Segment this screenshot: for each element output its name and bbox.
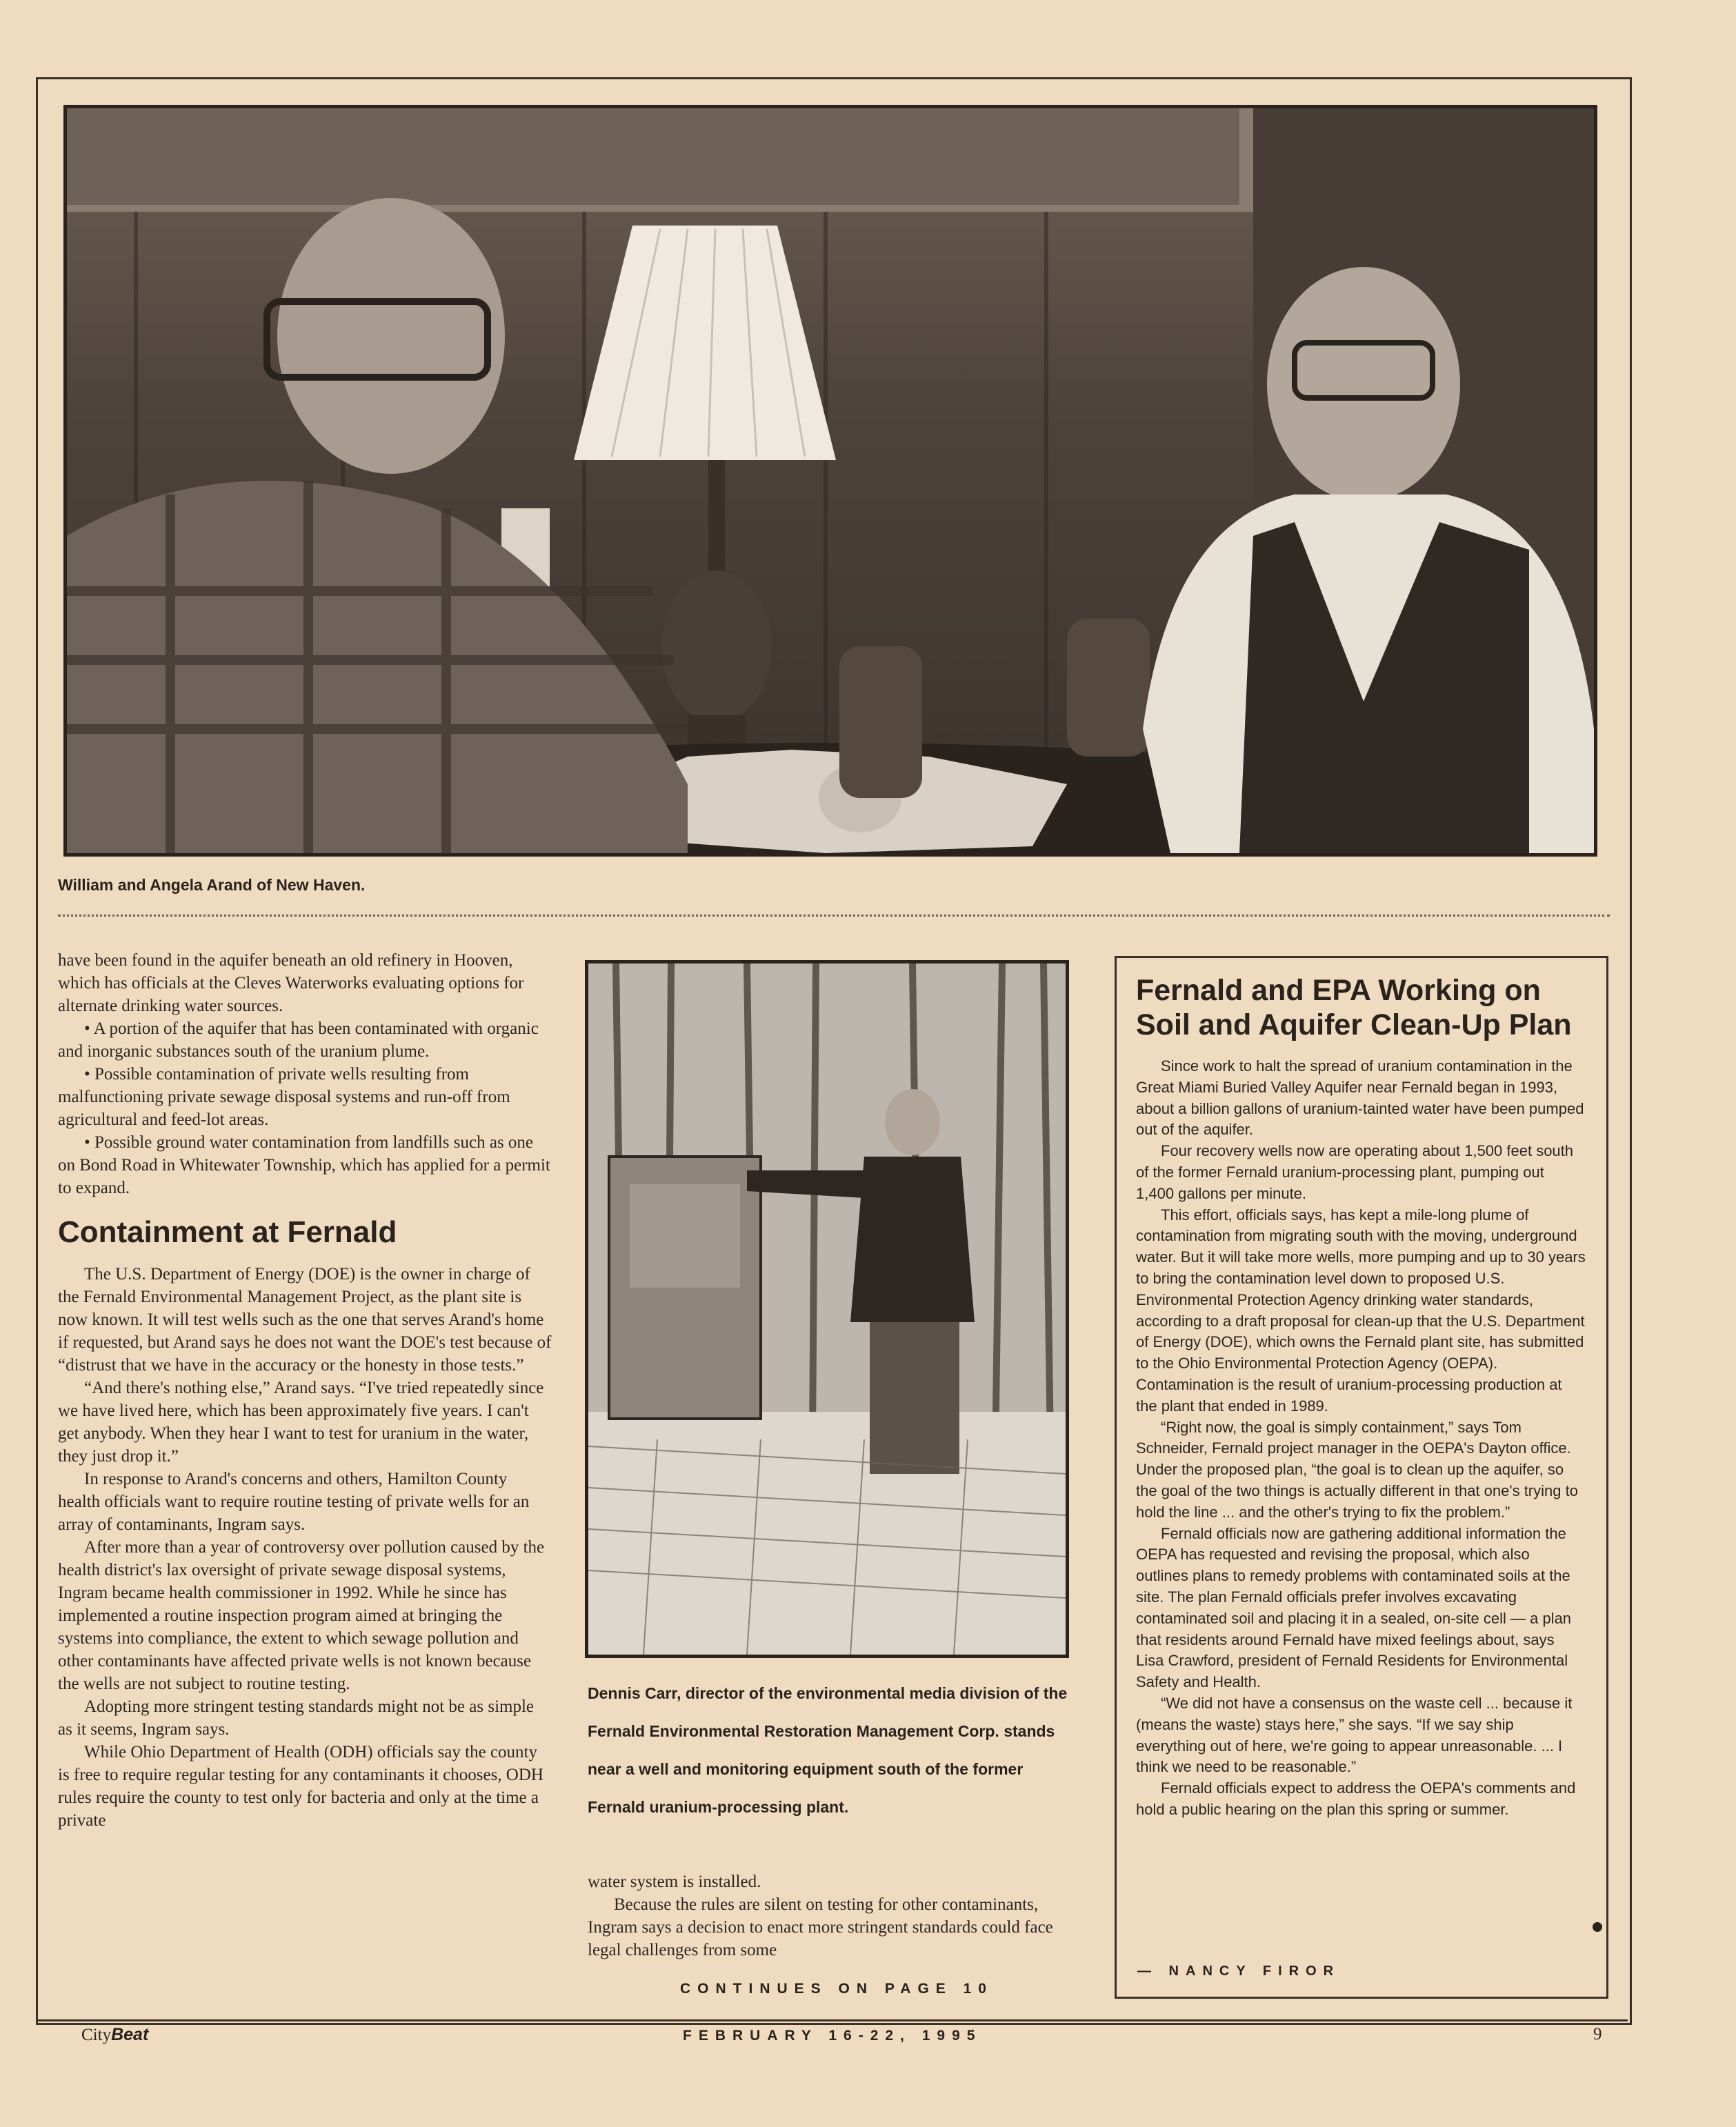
paragraph: In response to Arand's concerns and others, Hamilton County health officials want to require routine testing of private wells for an array of contaminants, Ingram says. bbox=[58, 1470, 530, 1534]
end-mark-icon bbox=[1593, 1922, 1602, 1932]
continues-notice: CONTINUES ON PAGE 10 bbox=[680, 1981, 993, 1997]
bullet-item: • Possible contamination of private wells resulting from malfunctioning private sewage disposal systems and run-off from agricultural and feed-lot areas. bbox=[58, 1065, 510, 1129]
publication-logo bbox=[81, 2025, 148, 2045]
photo-arands bbox=[63, 105, 1597, 857]
sidebar-body bbox=[1136, 1056, 1586, 1821]
paragraph: “And there's nothing else,” Arand says. “I've tried repeatedly since we have lived here, which has been approximately five years. I can't get anybody. When they hear I want to test for uranium in the water, they just drop it.” bbox=[58, 1379, 544, 1466]
sidebar-box bbox=[1115, 956, 1608, 1999]
bullet-item: • A portion of the aquifer that has been contaminated with organic and inorganic substances south of the uranium plume. bbox=[58, 1019, 539, 1061]
paragraph: “Right now, the goal is simply containment,” says Tom Schneider, Fernald project manager in the OEPA's Dayton office. Under the proposed plan, “the goal is to clean up the aquifer, so the goal of the two things is actually different in that one's trying to hold the line ... and the other's trying to fix the problem.” bbox=[1136, 1418, 1578, 1521]
byline: — NANCY FIROR bbox=[1137, 1964, 1341, 1979]
section-heading: Containment at Fernald bbox=[58, 1215, 397, 1249]
photo-arands-illustration bbox=[67, 108, 1594, 853]
logo-prefix: City bbox=[81, 2026, 112, 2044]
middle-column bbox=[588, 1870, 1075, 1961]
issue-date: FEBRUARY 16-22, 1995 bbox=[683, 2028, 982, 2044]
paragraph: This effort, officials says, has kept a mile-long plume of contamination from migrating south with the moving, underground water. But it will take more wells, more pumping and up to 30 years to bring the contamination level down to proposed U.S. Environmental Protection Agency drinking water standards, according to a draft proposal for clean-up that the U.S. Department of Energy (DOE), which owns the Fernald plant site, has submitted to the Ohio Environmental Protection Agency (OEPA). Contamination is the result of uranium-processing production at the plant that ended in 1989. bbox=[1136, 1206, 1586, 1415]
left-column bbox=[58, 949, 552, 1832]
paragraph: have been found in the aquifer beneath an old refinery in Hooven, which has officials at the Cleves Waterworks evaluating options for alternate drinking water sources. bbox=[58, 951, 524, 1015]
paragraph: While Ohio Department of Health (ODH) officials say the county is free to require regular testing for any contaminants it chooses, ODH rules require the county to test only for bacteria and only at the time a private bbox=[58, 1743, 543, 1830]
paragraph: Because the rules are silent on testing for other contaminants, Ingram says a decision to enact more stringent standards could face legal challenges from some bbox=[588, 1895, 1053, 1959]
paragraph: Fernald officials expect to address the OEPA's comments and hold a public hearing on the plan this spring or summer. bbox=[1136, 1779, 1576, 1818]
paragraph: water system is installed. bbox=[588, 1873, 761, 1891]
photo-bottom-caption: Dennis Carr, director of the environmental media division of the Fernald Environmental Restoration Management Corp. stands near a well and monitoring equipment south of the former Fernald uranium-processing plant. bbox=[588, 1684, 1068, 1816]
photo-dennis-carr bbox=[585, 960, 1069, 1658]
paragraph: After more than a year of controversy over pollution caused by the health district's lax oversight of private sewage disposal systems, Ingram became health commissioner in 1992. While he since has implemented a routine inspection program aimed at bringing the systems into compliance, the extent to which sewage pollution and other contaminants have affected private wells is not known because the wells are not subject to routine testing. bbox=[58, 1538, 545, 1693]
page-number: 9 bbox=[1593, 2025, 1602, 2044]
paragraph: Fernald officials now are gathering additional information the OEPA has requested and revising the proposal, which also outlines plans to remedy problems with contaminated soils at the site. The plan Fernald officials prefer involves excavating contaminated soil and placing it in a sealed, on-site cell — a plan that residents around Fernald have mixed feelings about, says Lisa Crawford, president of Fernald Residents for Environmental Safety and Health. bbox=[1136, 1524, 1572, 1691]
photo-top-caption: William and Angela Arand of New Haven. bbox=[58, 876, 366, 894]
section-divider bbox=[58, 915, 1610, 917]
sidebar-title: Fernald and EPA Working on Soil and Aquifer Clean-Up Plan bbox=[1136, 974, 1572, 1041]
paragraph: The U.S. Department of Energy (DOE) is the owner in charge of the Fernald Environmental Management Project, as the plant site is now known. It will test wells such as the one that serves Arand's home if requested, but Arand says he does not want the DOE's test because of “distrust that we have in the accuracy or the honesty in those tests.” bbox=[58, 1265, 552, 1375]
paragraph: Adopting more stringent testing standards might not be as simple as it seems, Ingram says. bbox=[58, 1697, 535, 1739]
paragraph: Since work to halt the spread of uranium contamination in the Great Miami Buried Valley Aquifer near Fernald began in 1993, about a billion gallons of uranium-tainted water have been pumped out of the aquifer. bbox=[1136, 1057, 1584, 1139]
footer-rule bbox=[36, 2019, 1628, 2021]
paragraph: “We did not have a consensus on the waste cell ... because it (means the waste) stays here,” she says. “If we say ship everything out of here, we're going to appear unreasonable. ... I think we need to be reasonable.” bbox=[1136, 1694, 1573, 1776]
paragraph: Four recovery wells now are operating about 1,500 feet south of the former Fernald uranium-processing plant, pumping out 1,400 gallons per minute. bbox=[1136, 1142, 1574, 1202]
bullet-item: • Possible ground water contamination from landfills such as one on Bond Road in Whitewater Township, which has applied for a permit to expand. bbox=[58, 1133, 550, 1197]
photo-dennis-carr-illustration bbox=[588, 963, 1066, 1655]
logo-suffix: Beat bbox=[111, 2025, 149, 2044]
